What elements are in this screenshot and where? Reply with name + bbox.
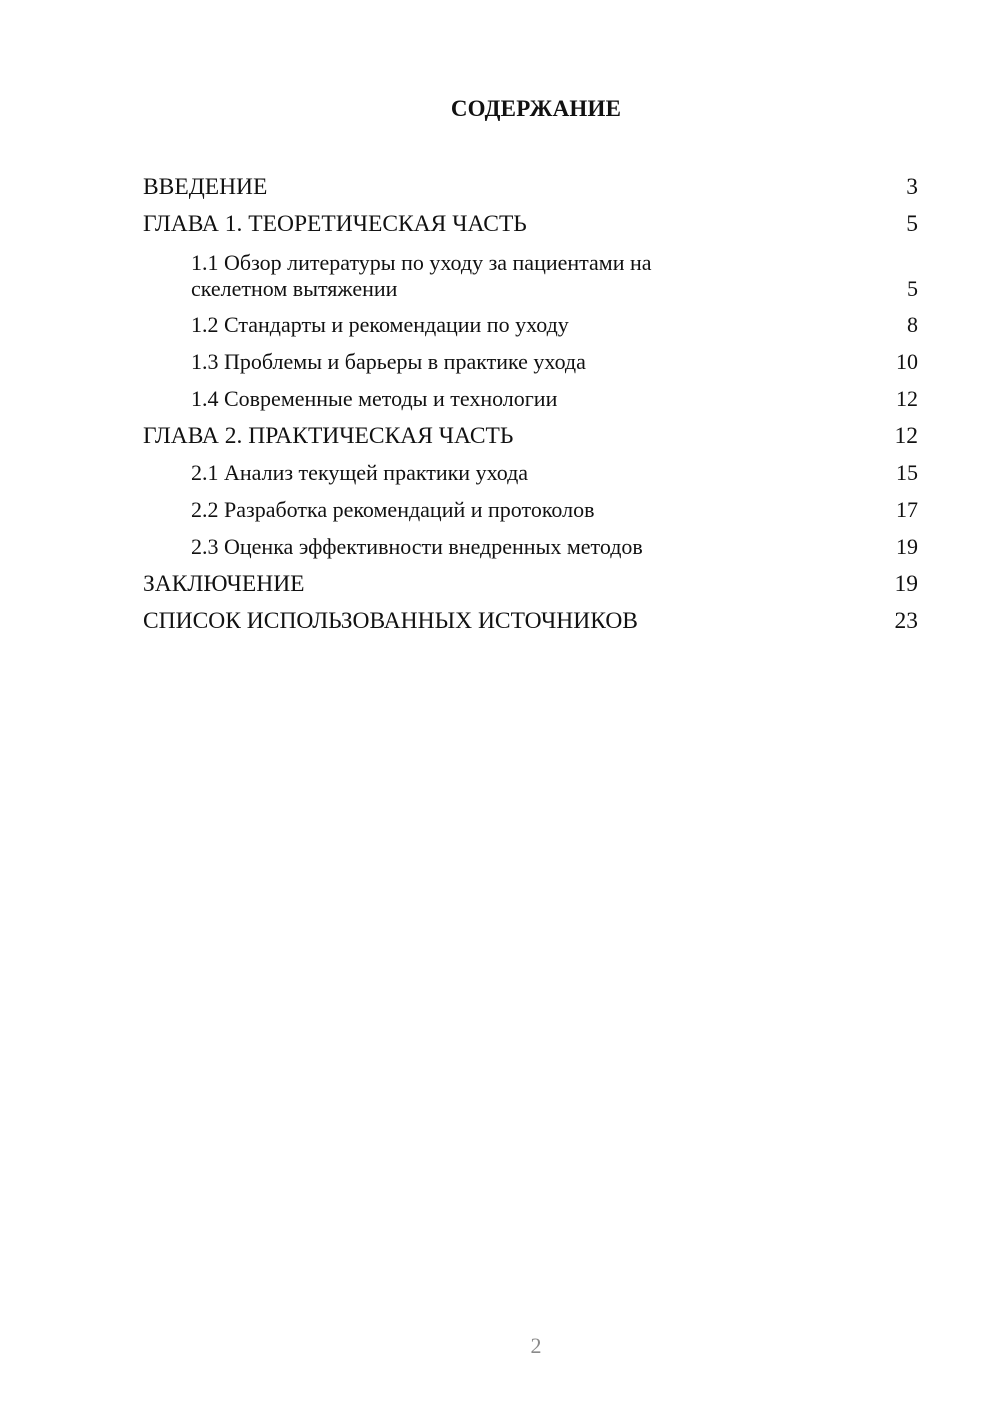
toc-entry-label: 2.2 Разработка рекомендаций и протоколов <box>191 496 595 522</box>
toc-entry-page: 23 <box>894 607 918 634</box>
toc-entry-label: 1.3 Проблемы и барьеры в практике ухода <box>191 348 586 374</box>
toc-entry-section-1-4[interactable] <box>143 380 918 417</box>
toc-entry-label: 1.2 Стандарты и рекомендации по уходу <box>191 311 569 337</box>
toc-entry-page: 3 <box>906 173 918 200</box>
toc-entry-label: ЗАКЛЮЧЕНИЕ <box>143 570 305 597</box>
toc-entry-page: 19 <box>894 570 918 597</box>
toc-entry-conclusion[interactable] <box>143 565 918 602</box>
toc-entry-page: 8 <box>907 311 918 337</box>
toc-entry-section-2-1[interactable] <box>143 454 918 491</box>
toc-entry-chapter-1[interactable] <box>143 205 918 242</box>
toc-entry-label: ВВЕДЕНИЕ <box>143 173 268 200</box>
toc-entry-section-2-2[interactable] <box>143 491 918 528</box>
toc-entry-label: 1.1 Обзор литературы по уходу за пациентами на скелетном вытяжении <box>191 250 652 301</box>
toc-entry-label: 1.4 Современные методы и технологии <box>191 385 558 411</box>
toc-entry-page: 12 <box>894 422 918 449</box>
toc-entry-page: 5 <box>907 276 918 301</box>
toc-entry-label: 2.3 Оценка эффективности внедренных методов <box>191 533 643 559</box>
toc-entry-chapter-2[interactable] <box>143 417 918 454</box>
toc-entry-page: 19 <box>896 533 918 559</box>
table-of-contents <box>143 168 918 639</box>
toc-entry-section-1-1[interactable] <box>143 242 918 306</box>
toc-entry-label: 2.1 Анализ текущей практики ухода <box>191 459 529 485</box>
toc-entry-references[interactable] <box>143 602 918 639</box>
page-title: СОДЕРЖАНИЕ <box>450 96 622 121</box>
page-number: 2 <box>530 1333 542 1358</box>
toc-entry-label: ГЛАВА 2. ПРАКТИЧЕСКАЯ ЧАСТЬ <box>143 422 514 449</box>
toc-entry-page: 12 <box>896 385 918 411</box>
toc-entry-section-1-2[interactable] <box>143 306 918 343</box>
toc-entry-page: 15 <box>896 459 918 485</box>
toc-entry-section-2-3[interactable] <box>143 528 918 565</box>
toc-entry-label: СПИСОК ИСПОЛЬЗОВАННЫХ ИСТОЧНИКОВ <box>143 607 638 634</box>
toc-entry-page: 10 <box>896 348 918 374</box>
toc-entry-page: 17 <box>896 496 918 522</box>
toc-entry-page: 5 <box>906 210 918 237</box>
toc-entry-label: ГЛАВА 1. ТЕОРЕТИЧЕСКАЯ ЧАСТЬ <box>143 210 527 237</box>
toc-entry-section-1-3[interactable] <box>143 343 918 380</box>
toc-entry-introduction[interactable] <box>143 168 918 205</box>
